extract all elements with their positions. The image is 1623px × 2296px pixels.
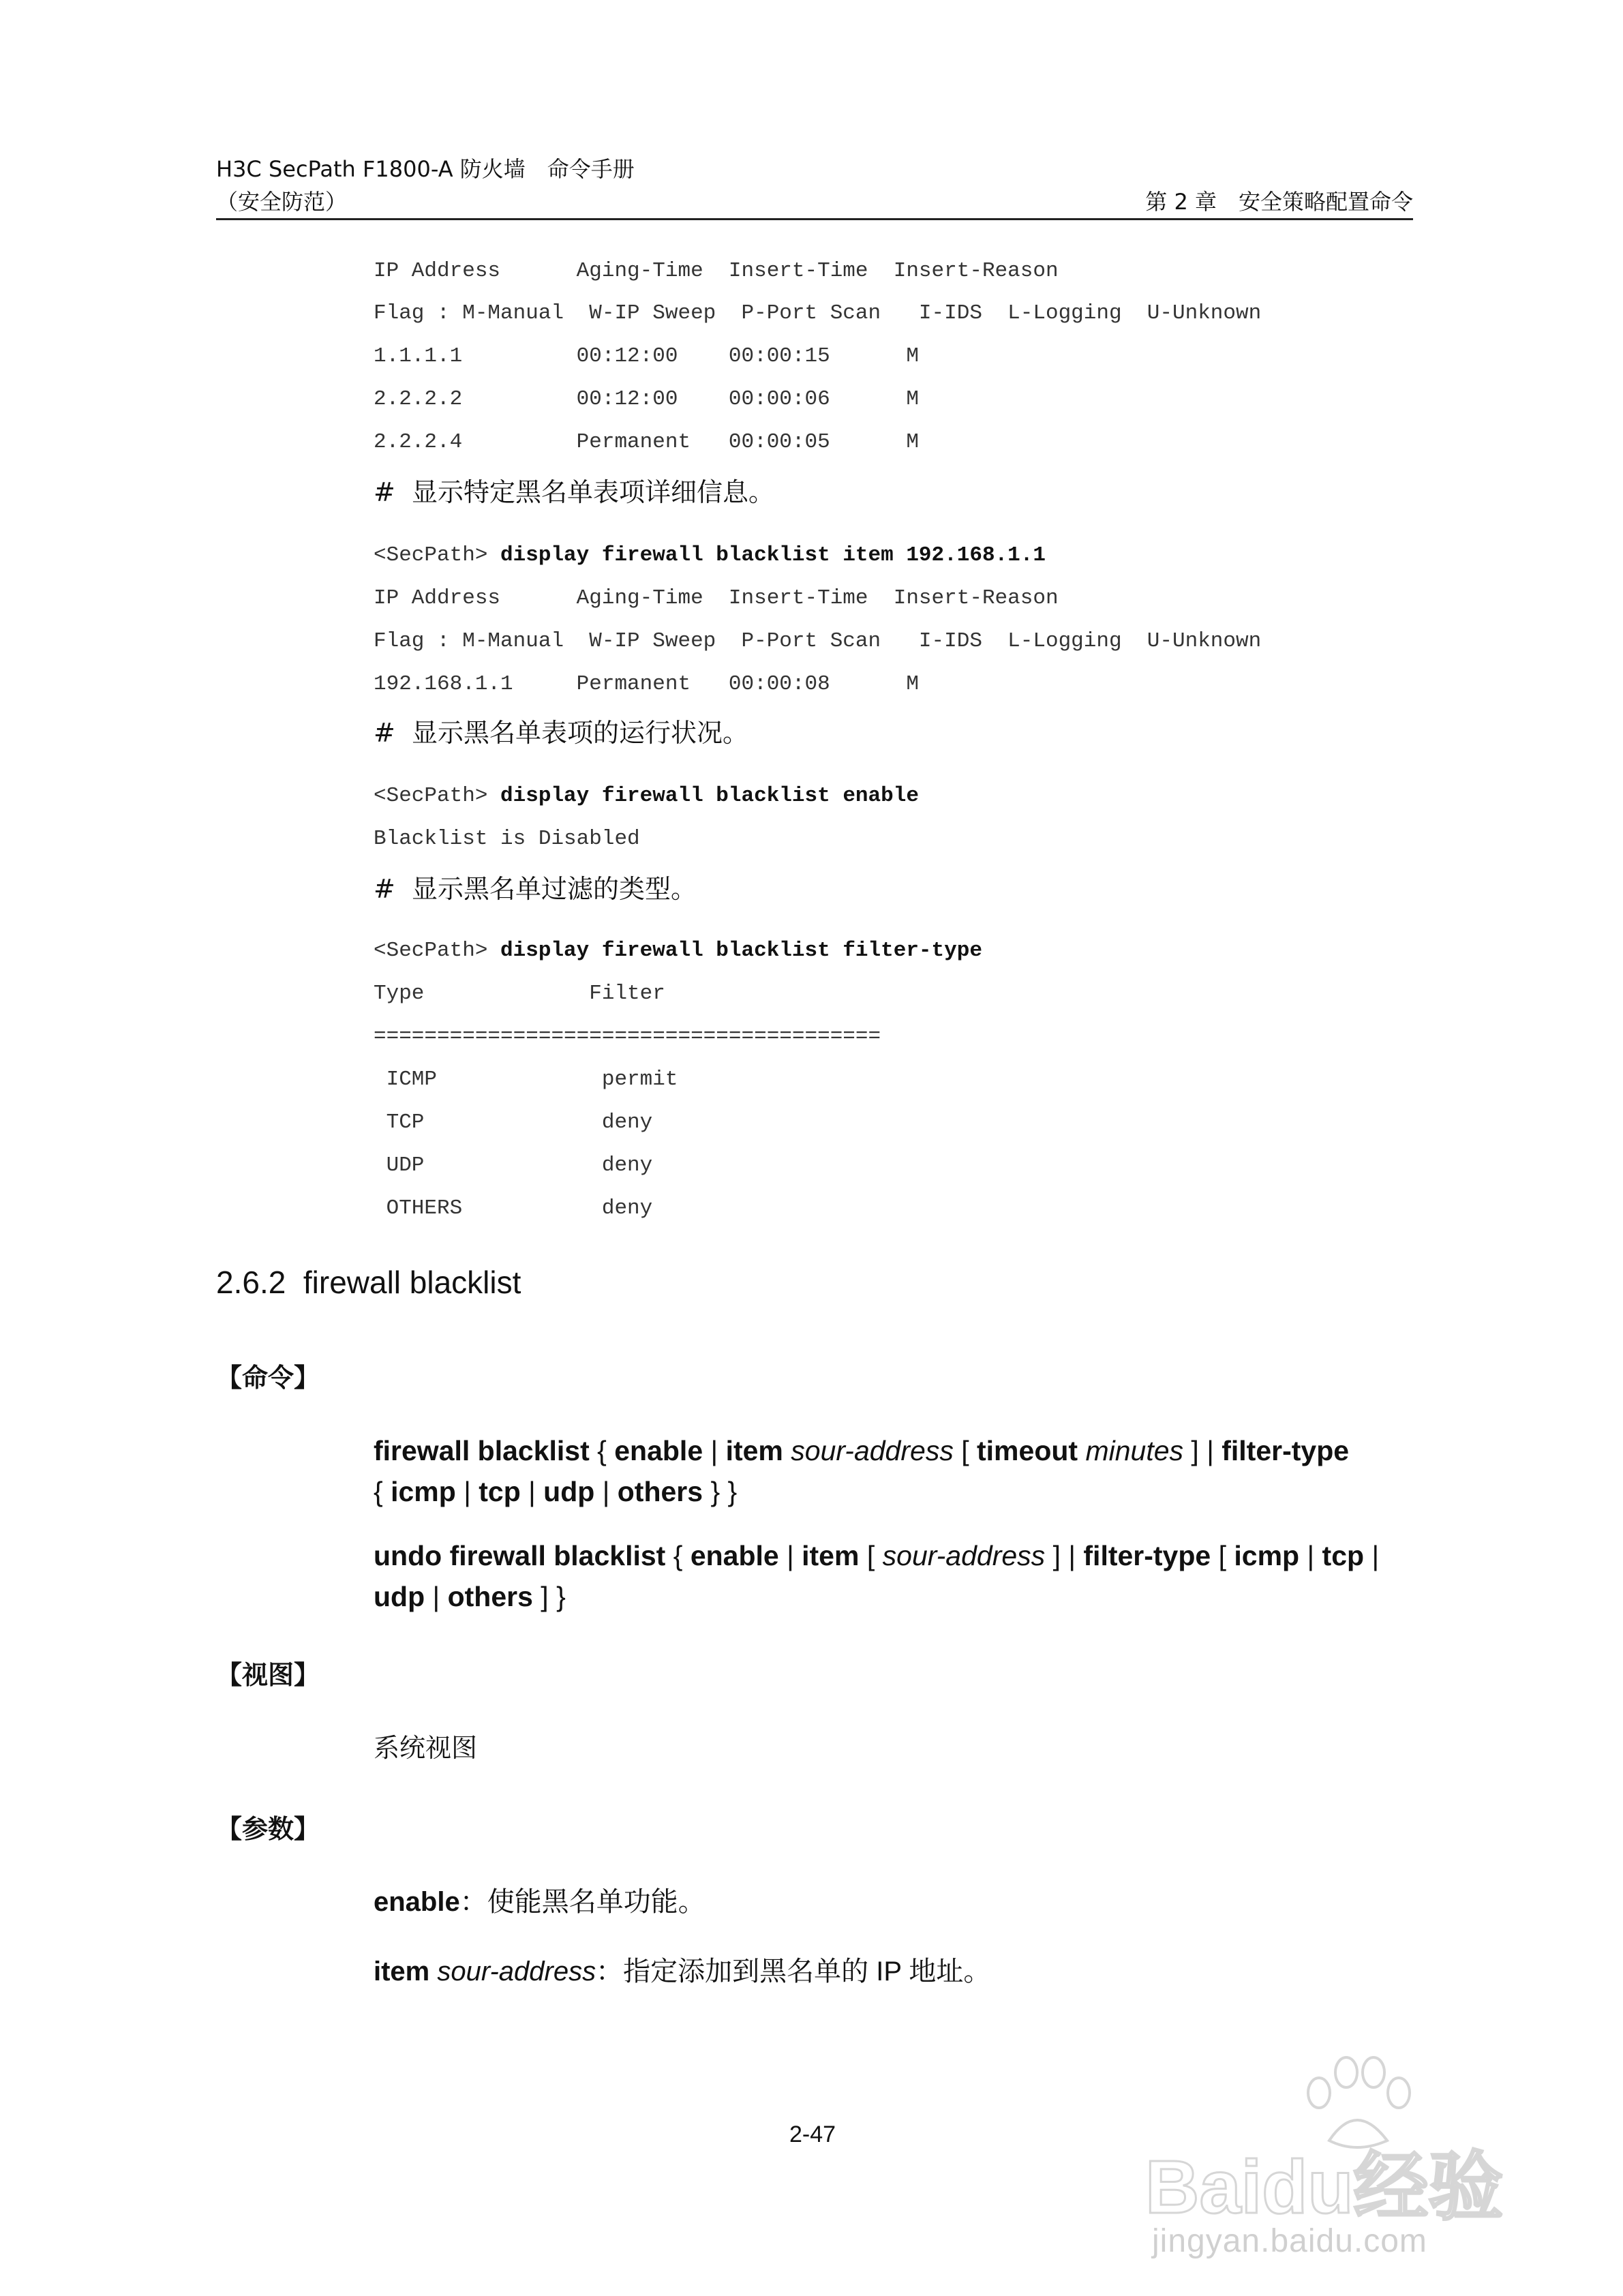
comment-3: # 显示黑名单过滤的类型。 [374, 874, 697, 904]
code-line: IP Address Aging-Time Insert-Time Insert-Reason [374, 259, 1059, 283]
separator-line: ======================================== [374, 1025, 881, 1048]
punct: | [778, 1540, 802, 1571]
syntax-line-1 [374, 1430, 1614, 1471]
code-line: IP Address Aging-Time Insert-Time Insert-Reason [374, 586, 1059, 610]
code-line: 2.2.2.2 00:12:00 00:00:06 M [374, 387, 919, 411]
punct: | [703, 1435, 726, 1466]
punct: { [665, 1540, 691, 1571]
command: display firewall blacklist item 192.168.1.1 [500, 543, 1046, 567]
param-desc: ：使能黑名单功能。 [459, 1887, 706, 1917]
punct: | [455, 1476, 479, 1507]
kw: udp [374, 1581, 425, 1612]
punct: | [594, 1476, 618, 1507]
punct: | [425, 1581, 448, 1612]
code-line: Flag : M-Manual W-IP Sweep P-Port Scan I-IDS L-Logging U-Unknown [374, 629, 1262, 653]
arg: minutes [1085, 1435, 1184, 1466]
syntax-undo-line-1 [374, 1535, 1614, 1576]
kw: item [725, 1435, 783, 1466]
table-row: OTHERS deny [374, 1196, 653, 1220]
kw: item [802, 1540, 860, 1571]
kw: udp [543, 1476, 595, 1507]
watermark-url: jingyan.baidu.com [1152, 2223, 1427, 2259]
code-command-line [374, 783, 919, 810]
prompt: <SecPath> [374, 939, 501, 963]
page-number: 2-47 [789, 2121, 836, 2147]
kw: others [447, 1581, 533, 1612]
code-command-line [374, 542, 1046, 569]
punct: ] | [1183, 1435, 1222, 1466]
baidu-watermark [1145, 2052, 1527, 2259]
kw: filter-type [1083, 1540, 1211, 1571]
punct: { [589, 1435, 615, 1466]
kw: others [617, 1476, 703, 1507]
table-row: ICMP permit [374, 1068, 678, 1091]
param-arg: sour-address [437, 1957, 596, 1987]
kw: timeout [977, 1435, 1078, 1466]
punct: } } [703, 1476, 738, 1507]
code-line: 1.1.1.1 00:12:00 00:00:15 M [374, 344, 919, 368]
arg: sour-address [882, 1540, 1046, 1571]
param-key: item [374, 1957, 430, 1987]
code-line: Flag : M-Manual W-IP Sweep P-Port Scan I-IDS L-Logging U-Unknown [374, 301, 1262, 325]
code-line: 2.2.2.4 Permanent 00:00:05 M [374, 430, 919, 454]
header-rule [216, 218, 1413, 220]
arg: sour-address [791, 1435, 954, 1466]
punct [783, 1435, 791, 1466]
punct [1078, 1435, 1085, 1466]
kw: tcp [479, 1476, 521, 1507]
param-enable [374, 1885, 706, 1919]
table-header-line: Type Filter [374, 982, 665, 1006]
code-line: 192.168.1.1 Permanent 00:00:08 M [374, 672, 919, 696]
kw: icmp [391, 1476, 456, 1507]
punct: | [520, 1476, 544, 1507]
view-text: 系统视图 [374, 1733, 478, 1763]
label-view: 【视图】 [216, 1660, 320, 1690]
table-row: UDP deny [374, 1153, 653, 1177]
watermark-logo: Baidu经验 [1145, 2145, 1504, 2229]
code-command-line [374, 937, 982, 965]
punct: { [374, 1476, 391, 1507]
header-subtitle: （安全防范） [216, 189, 348, 215]
kw: enable [614, 1435, 703, 1466]
kw: filter-type [1222, 1435, 1350, 1466]
label-params: 【参数】 [216, 1814, 320, 1844]
kw: firewall blacklist [374, 1435, 590, 1466]
param-desc: ：指定添加到黑名单的 IP 地址。 [596, 1957, 991, 1987]
param-item [374, 1954, 990, 1989]
syntax-line-2 [374, 1471, 1614, 1512]
punct: ] } [532, 1581, 566, 1612]
punct: [ [953, 1435, 977, 1466]
punct: | [1299, 1540, 1322, 1571]
syntax-undo-line-2 [374, 1576, 1614, 1617]
prompt: <SecPath> [374, 543, 501, 567]
punct: [ [1211, 1540, 1234, 1571]
header-product: H3C SecPath F1800-A 防火墙 命令手册 [216, 156, 635, 182]
kw: tcp [1322, 1540, 1365, 1571]
table-row: TCP deny [374, 1111, 653, 1134]
param-key: enable [374, 1887, 460, 1917]
code-line: Blacklist is Disabled [374, 827, 640, 851]
punct: | [1364, 1540, 1380, 1571]
prompt: <SecPath> [374, 784, 501, 808]
section-heading: 2.6.2 firewall blacklist [216, 1265, 521, 1300]
header-chapter: 第 2 章 安全策略配置命令 [1145, 189, 1413, 215]
command: display firewall blacklist enable [500, 784, 919, 808]
label-command: 【命令】 [216, 1363, 320, 1393]
command: display firewall blacklist filter-type [500, 939, 982, 963]
comment-1: # 显示特定黑名单表项详细信息。 [374, 477, 774, 507]
punct: [ [859, 1540, 883, 1571]
kw: undo firewall blacklist [374, 1540, 666, 1571]
kw: enable [690, 1540, 779, 1571]
comment-2: # 显示黑名单表项的运行状况。 [374, 718, 748, 748]
kw: icmp [1234, 1540, 1300, 1571]
punct: ] | [1045, 1540, 1084, 1571]
